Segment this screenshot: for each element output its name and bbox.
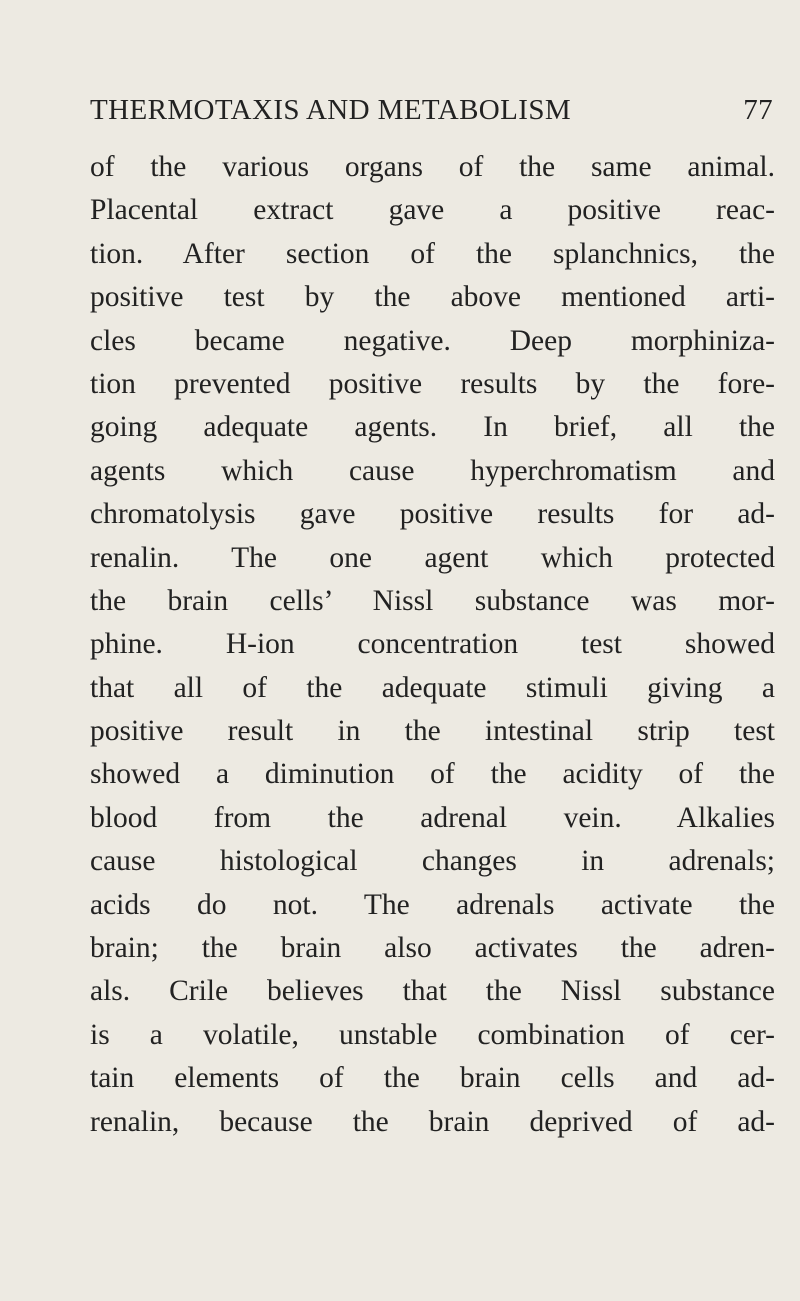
text-line: blood from the adrenal vein. Alkalies: [90, 801, 775, 834]
text-line: brain; the brain also activates the adren-: [90, 932, 775, 965]
text-line: positive test by the above mentioned arti-: [90, 281, 775, 314]
text-line: cause histological changes in adrenals;: [90, 845, 775, 878]
text-line: agents which cause hyperchromatism and: [90, 454, 775, 487]
text-line: als. Crile believes that the Nissl substance: [90, 975, 775, 1008]
text-line: chromatolysis gave positive results for ad-: [90, 498, 775, 531]
text-line: positive result in the intestinal strip test: [90, 715, 775, 748]
text-line: renalin, because the brain deprived of ad-: [90, 1105, 775, 1138]
text-line: showed a diminution of the acidity of the: [90, 758, 775, 791]
text-line: going adequate agents. In brief, all the: [90, 411, 775, 444]
text-line: Placental extract gave a positive reac-: [90, 194, 775, 227]
body-text: [90, 146, 775, 1144]
text-line: cles became negative. Deep morphiniza-: [90, 324, 775, 357]
running-head-title: THERMOTAXIS AND METABOLISM: [90, 94, 572, 126]
page-number: 77: [743, 94, 773, 126]
text-line: acids do not. The adrenals activate the: [90, 888, 775, 921]
text-line: that all of the adequate stimuli giving a: [90, 671, 775, 704]
text-line: tion. After section of the splanchnics, the: [90, 237, 775, 270]
text-line: is a volatile, unstable combination of cer-: [90, 1018, 775, 1051]
text-line: the brain cells’ Nissl substance was mor-: [90, 584, 775, 617]
text-line: tain elements of the brain cells and ad-: [90, 1062, 775, 1095]
text-line: renalin. The one agent which protected: [90, 541, 775, 574]
text-line: phine. H-ion concentration test showed: [90, 628, 775, 661]
text-line: of the various organs of the same animal.: [90, 151, 775, 183]
running-head: [90, 94, 775, 130]
text-line: tion prevented positive results by the fore-: [90, 367, 775, 400]
